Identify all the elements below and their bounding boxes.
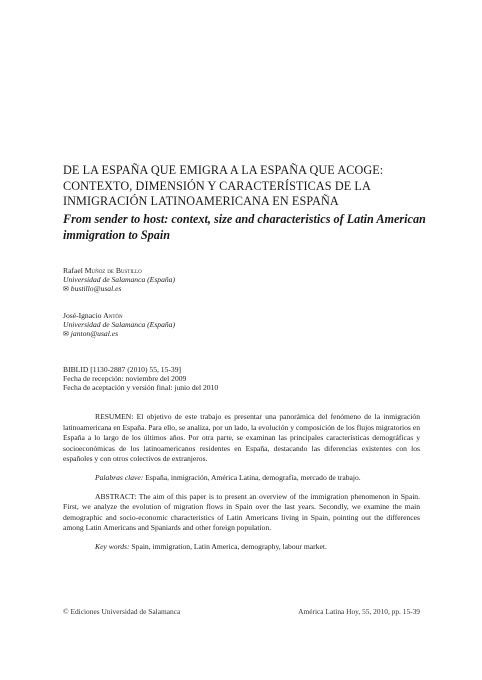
abstract-section xyxy=(63,412,420,553)
author-name xyxy=(63,311,363,320)
author-given-name: Rafael xyxy=(63,266,85,275)
key-words-paragraph xyxy=(63,542,420,553)
reception-date: Fecha de recepción: noviembre del 2009 xyxy=(63,374,187,384)
abstract-paragraph: ABSTRACT: The aim of this paper is to present an overview of the immigration phenomenon in Spain. First, we analyze the evolution of migration flows in Spain over the last years. Secondly, we examine the main demographic and socio-economic characteristics of Latin Americans living in Spain, pointing out the differences among Latin Americans and Spaniards and other foreign population. xyxy=(63,491,420,533)
journal-citation-footer: América Latina Hoy, 55, 2010, pp. 15-39 xyxy=(298,607,420,616)
author-given-name: José-Ignacio xyxy=(63,311,104,320)
acceptance-date: Fecha de aceptación y versión final: junio del 2010 xyxy=(63,383,219,393)
title-english: From sender to host: context, size and characteristics of Latin American immigration to Spain xyxy=(63,212,426,242)
author-email[interactable]: janton@usal.es xyxy=(70,329,119,338)
author-email-line xyxy=(63,329,363,339)
key-words-text: Spain, immigration, Latin America, demography, labour market. xyxy=(129,541,327,551)
resumen-paragraph: RESUMEN: El objetivo de este trabajo es presentar una panorámica del fenómeno de la inmigración latinoamericana en España. Para ello, se analiza, por un lado, la evolución y composición de los flujos migratorios en España a lo largo de los últimos años. Por otra parte, se examinan las principales características demográficas y socioeconómicas de los latinoamericanos residentes en España, destacando las diferencias existentes con los españoles y con otros colectivos de extranjeros. xyxy=(63,412,420,464)
envelope-icon: ✉ xyxy=(63,330,69,338)
biblid-reference: BIBLID [1130-2887 (2010) 55, 15-39] xyxy=(63,365,182,374)
author-name xyxy=(63,266,363,275)
author-block xyxy=(63,266,363,294)
author-email[interactable]: bustillo@usal.es xyxy=(70,284,122,293)
key-words-label: Key words: xyxy=(95,541,130,551)
author-surname: Muñoz de Bustillo xyxy=(84,266,142,275)
title-spanish: DE LA ESPAÑA QUE EMIGRA A LA ESPAÑA QUE ACOGE: CONTEXTO, DIMENSIÓN Y CARACTERÍSTICAS DE LA INMIGRACIÓN LATINOAMERICANA EN ESPAÑA xyxy=(63,163,384,209)
palabras-clave-text: España, inmigración, América Latina, demografía, mercado de trabajo. xyxy=(143,472,361,482)
author-surname: Antón xyxy=(103,311,123,320)
copyright-footer: © Ediciones Universidad de Salamanca xyxy=(63,607,181,616)
author-email-line xyxy=(63,284,363,294)
envelope-icon: ✉ xyxy=(63,285,69,293)
biblid-block xyxy=(63,365,363,393)
author-institution: Universidad de Salamanca (España) xyxy=(63,275,175,284)
palabras-clave-paragraph xyxy=(63,473,420,484)
author-block xyxy=(63,311,363,339)
palabras-clave-label: Palabras clave: xyxy=(95,472,144,482)
author-institution: Universidad de Salamanca (España) xyxy=(63,320,175,329)
